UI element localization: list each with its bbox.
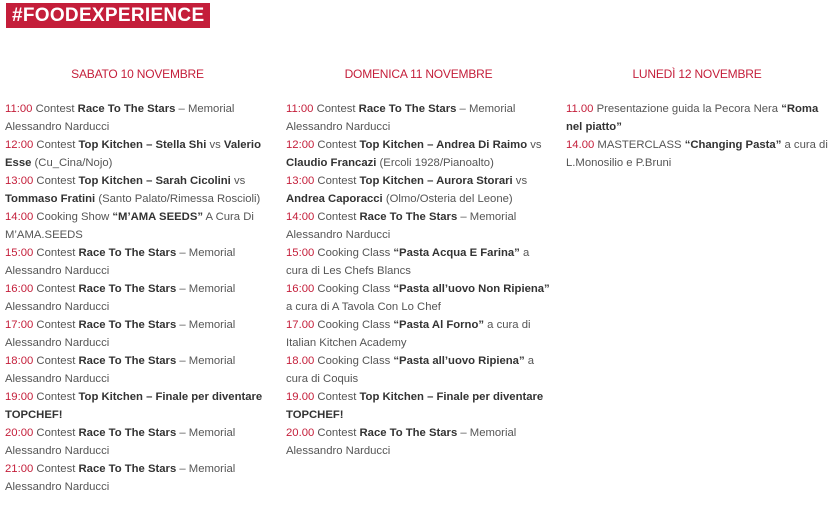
event-item [5, 100, 270, 136]
event-highlight: Top Kitchen – Stella Shi [78, 139, 207, 151]
event-text: vs [527, 139, 542, 151]
event-text: Contest [314, 139, 360, 151]
event-time: 12:00 [5, 139, 34, 151]
event-item [5, 316, 270, 352]
event-item [5, 388, 270, 424]
event-list [566, 100, 828, 172]
event-item [286, 280, 551, 316]
event-item [5, 208, 270, 244]
event-time: 19:00 [5, 391, 34, 403]
event-item [286, 316, 551, 352]
event-text: Contest [33, 427, 79, 439]
event-highlight: Claudio Francazi [286, 157, 377, 169]
event-highlight: Race To The Stars [78, 463, 177, 475]
event-text: A Cura Di M’AMA.SEEDS [5, 211, 254, 241]
event-text: Contest [33, 463, 79, 475]
event-highlight: Race To The Stars [78, 247, 177, 259]
event-text: Contest [313, 103, 359, 115]
event-list [286, 100, 551, 460]
day-title: SABATO 10 NOVEMBRE [71, 67, 204, 81]
event-text: vs [230, 175, 246, 187]
event-text: – Memorial Alessandro Narducci [5, 283, 236, 313]
event-item [286, 424, 551, 460]
event-highlight: Andrea Caporacci [286, 193, 383, 205]
event-time: 13:00 [5, 175, 34, 187]
event-text: Contest [314, 175, 360, 187]
event-highlight: Top Kitchen – Finale per diventare TOPCHEF! [286, 391, 544, 421]
event-text: Contest [33, 391, 79, 403]
event-item [286, 244, 551, 280]
event-item [286, 388, 551, 424]
event-time: 11:00 [286, 103, 314, 115]
event-highlight: Tommaso Fratini [5, 193, 96, 205]
event-item [286, 172, 551, 208]
event-highlight: Race To The Stars [78, 319, 177, 331]
event-time: 15:00 [5, 247, 34, 259]
event-text: Contest [314, 427, 360, 439]
day-title: DOMENICA 11 NOVEMBRE [344, 67, 493, 81]
event-highlight: Valerio Esse [5, 139, 261, 169]
event-highlight: Race To The Stars [78, 355, 177, 367]
event-time: 14:00 [5, 211, 34, 223]
event-item [5, 136, 270, 172]
event-highlight: “Pasta all’uovo Non Ripiena” [393, 283, 550, 295]
event-text: (Ercoli 1928/Pianoalto) [376, 157, 494, 169]
event-time: 11:00 [5, 103, 33, 115]
event-highlight: Race To The Stars [358, 103, 457, 115]
event-text: a cura di Coquis [286, 355, 535, 385]
event-text: MASTERCLASS [594, 139, 685, 151]
event-time: 11.00 [566, 103, 594, 115]
event-time: 20:00 [5, 427, 34, 439]
event-time: 15:00 [286, 247, 315, 259]
event-item [286, 100, 551, 136]
event-text: a cura di A Tavola Con Lo Chef [286, 301, 441, 313]
event-text: – Memorial Alessandro Narducci [5, 247, 236, 277]
event-time: 18:00 [5, 355, 34, 367]
event-text: Cooking Class [314, 283, 394, 295]
event-time: 17.00 [286, 319, 315, 331]
event-highlight: Top Kitchen – Andrea Di Raimo [359, 139, 528, 151]
day-title: LUNEDÌ 12 NOVEMBRE [632, 67, 762, 81]
event-text: Contest [33, 283, 79, 295]
event-text: Contest [33, 355, 79, 367]
event-list [5, 100, 270, 496]
event-text: Contest [33, 247, 79, 259]
event-text: a cura di Italian Kitchen Academy [286, 319, 531, 349]
event-highlight: Race To The Stars [78, 427, 177, 439]
event-text: Contest [33, 139, 79, 151]
event-time: 14.00 [566, 139, 595, 151]
event-highlight: “Pasta Acqua E Farina” [393, 247, 520, 259]
event-highlight: Top Kitchen – Sarah Cicolini [78, 175, 231, 187]
event-text: Contest [314, 211, 360, 223]
event-text: – Memorial Alessandro Narducci [5, 103, 235, 133]
event-highlight: Top Kitchen – Aurora Storari [359, 175, 513, 187]
event-time: 12:00 [286, 139, 315, 151]
event-text: – Memorial Alessandro Narducci [286, 103, 516, 133]
event-highlight: “Pasta Al Forno” [393, 319, 485, 331]
event-text: vs [206, 139, 224, 151]
event-item [286, 208, 551, 244]
event-item [5, 172, 270, 208]
event-text: Contest [33, 175, 79, 187]
event-highlight: Top Kitchen – Finale per diventare TOPCHEF! [5, 391, 263, 421]
event-text: Presentazione guida la Pecora Nera [593, 103, 782, 115]
event-time: 19.00 [286, 391, 315, 403]
event-item [5, 244, 270, 280]
event-time: 14:00 [286, 211, 315, 223]
event-text: (Santo Palato/Rimessa Roscioli) [95, 193, 261, 205]
event-text: – Memorial Alessandro Narducci [5, 319, 236, 349]
event-item [5, 352, 270, 388]
event-text: – Memorial Alessandro Narducci [5, 427, 236, 457]
event-item [5, 280, 270, 316]
event-text: Cooking Class [314, 319, 394, 331]
event-text: – Memorial Alessandro Narducci [286, 211, 517, 241]
event-text: Cooking Class [314, 247, 394, 259]
event-highlight: “M’AMA SEEDS” [112, 211, 203, 223]
event-text: Cooking Class [314, 355, 394, 367]
event-highlight: Race To The Stars [359, 427, 458, 439]
event-text: Contest [314, 391, 360, 403]
event-time: 20.00 [286, 427, 315, 439]
event-time: 17:00 [5, 319, 34, 331]
event-text: Cooking Show [33, 211, 113, 223]
event-highlight: “Pasta all’uovo Ripiena” [393, 355, 525, 367]
event-time: 16:00 [5, 283, 34, 295]
event-text: (Olmo/Osteria del Leone) [382, 193, 513, 205]
event-time: 13:00 [286, 175, 315, 187]
event-item [286, 352, 551, 388]
event-item [5, 424, 270, 460]
event-text: Contest [32, 103, 78, 115]
event-text: – Memorial Alessandro Narducci [286, 427, 517, 457]
event-text: vs [512, 175, 528, 187]
event-time: 21:00 [5, 463, 34, 475]
event-text: a cura di L.Monosilio e P.Bruni [566, 139, 828, 169]
event-text: Contest [33, 319, 79, 331]
event-text: – Memorial Alessandro Narducci [5, 355, 236, 385]
event-text: – Memorial Alessandro Narducci [5, 463, 236, 493]
event-time: 18.00 [286, 355, 315, 367]
event-highlight: “Changing Pasta” [684, 139, 782, 151]
event-text: (Cu_Cina/Nojo) [31, 157, 113, 169]
event-text: a cura di Les Chefs Blancs [286, 247, 530, 277]
event-highlight: Race To The Stars [359, 211, 458, 223]
event-highlight: Race To The Stars [78, 283, 177, 295]
event-item [566, 100, 828, 136]
event-time: 16:00 [286, 283, 315, 295]
event-highlight: Race To The Stars [77, 103, 176, 115]
event-item [5, 460, 270, 496]
event-highlight: “Roma nel piatto” [566, 103, 819, 133]
foodexperience-badge: #FOODEXPERIENCE [6, 3, 210, 28]
event-item [566, 136, 828, 172]
event-item [286, 136, 551, 172]
